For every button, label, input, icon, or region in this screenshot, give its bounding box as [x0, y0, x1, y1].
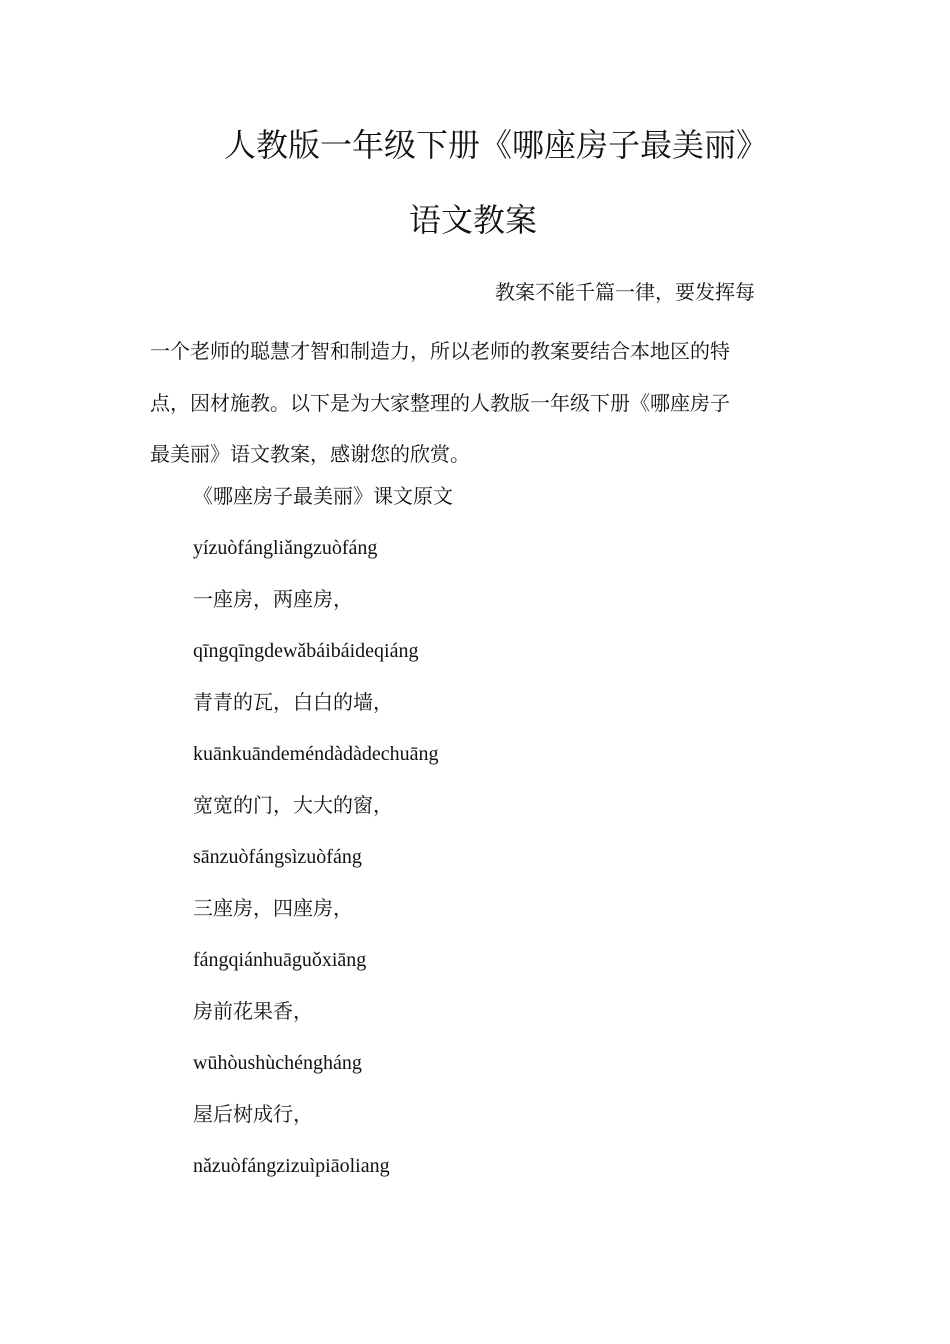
chinese-text-line: 宽宽的门，大大的窗， [193, 793, 393, 817]
pinyin-line: yízuòfángliǎngzuòfáng [193, 536, 378, 559]
intro-line: 一个老师的聪慧才智和制造力，所以老师的教案要结合本地区的特 [150, 339, 730, 363]
pinyin-line: nǎzuòfángzizuìpiāoliang [193, 1154, 390, 1177]
chinese-text-line: 一座房，两座房， [193, 587, 353, 611]
pinyin-line: kuānkuāndeméndàdàdechuāng [193, 742, 439, 765]
document-title-line-2: 语文教案 [409, 201, 538, 239]
intro-first-line: 教案不能千篇一律，要发挥每 [495, 280, 755, 304]
intro-line: 点，因材施教。以下是为大家整理的人教版一年级下册《哪座房子 [150, 390, 730, 415]
pinyin-line: sānzuòfángsìzuòfáng [193, 845, 362, 868]
section-heading: 《哪座房子最美丽》课文原文 [193, 484, 453, 508]
pinyin-line: wūhòushùchéngháng [193, 1051, 362, 1074]
pinyin-line: fángqiánhuāguǒxiāng [193, 948, 367, 971]
chinese-text-line: 青青的瓦，白白的墙， [193, 690, 393, 714]
intro-line: 最美丽》语文教案，感谢您的欣赏。 [150, 442, 470, 466]
chinese-text-line: 房前花果香， [193, 999, 313, 1023]
document-title-line-1: 人教版一年级下册《哪座房子最美丽》 [224, 126, 769, 164]
chinese-text-line: 三座房，四座房， [193, 896, 353, 920]
intro-paragraph [150, 326, 802, 481]
lesson-text-list [193, 534, 813, 1204]
chinese-text-line: 屋后树成行， [193, 1102, 313, 1126]
pinyin-line: qīngqīngdewǎbáibáideqiáng [193, 639, 419, 662]
